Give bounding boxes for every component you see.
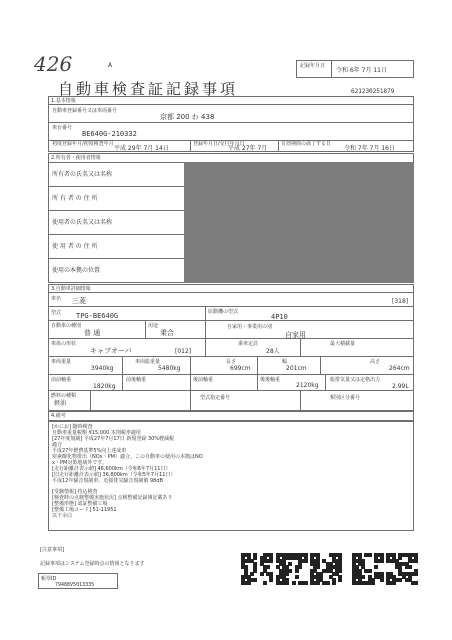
document-number: 621230251879 xyxy=(351,88,395,95)
qr-code-icon xyxy=(241,553,272,584)
remark-line: x・PM対策地域外です。 xyxy=(52,460,107,466)
fuel-label: 燃料の種類 xyxy=(51,393,77,399)
basic-info-heading: 1.基本情報 xyxy=(51,98,76,104)
remark-line: 平成12年騒音規制車、近接排気騒音規制値 98dB xyxy=(52,478,163,484)
qr-code-icon xyxy=(386,553,417,584)
document-title: 自動車検査証記録事項 xyxy=(58,80,239,98)
vin-label: 車台番号 xyxy=(52,125,73,131)
body-shape-label: 車体の形状 xyxy=(51,341,77,347)
width-label: 幅 xyxy=(282,359,288,365)
length-value: 699cm xyxy=(230,365,251,372)
type-designation-label: 型式指定番号 xyxy=(200,395,231,401)
notes-heading: [注意事項] xyxy=(40,547,64,553)
form-id-label: 帳票ID xyxy=(41,576,57,582)
private-business-label: 自家用・事業用の別 xyxy=(227,324,273,330)
model-label: 型式 xyxy=(51,310,62,316)
use-value: 乗合 xyxy=(160,329,174,337)
issue-date-label: 記録年月日 xyxy=(300,63,326,69)
engine-value: 4P10 xyxy=(271,313,288,321)
owner-address-label: 所 有 者 の 住 所 xyxy=(52,195,98,202)
owner-name-label: 所有者の氏名又は名称 xyxy=(52,171,113,178)
owner-info-heading: 2.所有者・使用者情報 xyxy=(51,155,101,161)
height-value: 264cm xyxy=(389,365,410,372)
length-label: 長さ xyxy=(226,359,237,365)
remark-line: [受験情報] 持込検査 xyxy=(52,489,98,495)
vehicle-weight-label: 車両重量 xyxy=(51,359,72,365)
kind-label: 自動車の種別 xyxy=(51,323,82,329)
maker-value: 三菱 xyxy=(72,297,86,305)
kind-value: 普 通 xyxy=(84,329,101,337)
capacity-label: 乗車定員 xyxy=(238,341,259,347)
footer-note: 記録事項はシステム登録時点の情報となります xyxy=(40,561,145,567)
user-name-label: 使用者の氏名又は名称 xyxy=(52,219,113,226)
class-number-label: 類別区分番号 xyxy=(330,395,361,401)
first-registration-date: 平成 29年 7月 14日 xyxy=(114,145,169,152)
body-shape-code: [012] xyxy=(175,348,192,355)
rear-rear-axle-value: 2120kg xyxy=(296,382,319,389)
model-value: TPG-BE640G xyxy=(76,312,119,320)
height-label: 高さ xyxy=(370,359,381,365)
registration-number-label: 自動車登録番号又は車両番号 xyxy=(52,108,118,114)
remark-line: 自動車重量税額 ¥15,000 本則税率適用 xyxy=(52,430,141,436)
maker-code: [318] xyxy=(392,298,409,305)
remark-line: [走行距離計表示値] 46,600km（令和6年7月11日） xyxy=(52,466,171,472)
expiry-date: 令和 7年 7月 16日 xyxy=(344,145,395,152)
qr-code-icon xyxy=(352,553,383,584)
remark-line: 平成27年燃費基準5%向上達成車 xyxy=(52,448,127,454)
rear-front-axle-label: 後前軸重 xyxy=(193,377,214,383)
user-address-label: 使 用 者 の 住 所 xyxy=(52,243,98,250)
first-registration-label: 初度登録年月/初度検査年月 xyxy=(52,141,114,147)
body-shape-value: キャブオーバ xyxy=(90,347,132,355)
remark-line: [かにお] 随時検査 xyxy=(52,424,93,430)
title-prefix: A xyxy=(108,62,113,69)
remark-line: [検査時の点検整備実施状況] 点検整備記録簿記載あり xyxy=(52,495,173,501)
gross-weight-value: 5480kg xyxy=(158,365,181,372)
redacted-personal-info xyxy=(184,162,414,283)
base-location-label: 使用の本拠の位置 xyxy=(52,267,101,274)
gross-weight-label: 車両総重量 xyxy=(135,359,161,365)
registration-date-label: 登録年月日/交付年月日 xyxy=(193,141,245,147)
registration-number: 京都 200 わ 438 xyxy=(160,113,215,121)
qr-code-icon xyxy=(276,553,307,584)
private-business-value: 自家用 xyxy=(285,331,306,339)
handwritten-number: 426 xyxy=(34,52,73,76)
maker-label: 車名 xyxy=(51,296,62,302)
form-id-value: 79488V5013335 xyxy=(55,582,95,588)
remark-line: [整備形態] 認証整備工場 xyxy=(52,501,108,507)
vin-value: BE640G-210332 xyxy=(82,130,137,138)
front-rear-axle-label: 前後軸重 xyxy=(126,377,147,383)
use-label: 用途 xyxy=(148,323,159,329)
vehicle-detail-heading: 3.自動車詳細情報 xyxy=(51,286,91,292)
expiry-date-label: 有効期間の満了する日 xyxy=(281,141,332,147)
vehicle-weight-value: 3940kg xyxy=(91,365,114,372)
remark-line: [27年度規制] 平成27年7月17日 新規登録 30%軽減税 xyxy=(52,436,175,442)
displacement-value: 2.99L xyxy=(392,383,409,390)
engine-label: 原動機の型式 xyxy=(208,309,239,315)
capacity-value: 28人 xyxy=(266,348,280,355)
width-value: 201cm xyxy=(286,365,307,372)
remarks-heading: 4.備考 xyxy=(51,413,66,419)
front-front-axle-label: 前前軸重 xyxy=(51,377,72,383)
front-front-axle-value: 1820kg xyxy=(93,383,116,390)
remark-line: 以下余白 xyxy=(52,513,73,519)
fuel-value: 軽油 xyxy=(54,400,67,407)
issue-date: 令和 6年 7月 11日 xyxy=(336,67,387,74)
displacement-label: 総排気量又は定格出力 xyxy=(330,377,381,383)
rear-rear-axle-label: 後後軸重 xyxy=(260,377,281,383)
max-load-label: 最大積載量 xyxy=(330,341,356,347)
remark-line: 適合 xyxy=(52,442,63,448)
qr-code-icon xyxy=(310,553,341,584)
registration-date: 平成 27年 7月 xyxy=(228,145,268,152)
remark-line: [旧走行距離計表示値] 36,800km（令和5年7月11日） xyxy=(52,472,176,478)
remark-line: 窒素酸化物排出（NOx・PM）適合。この自動車の使用の本拠はNO xyxy=(52,454,203,460)
remark-line: [整備工場コード] 51-11951 xyxy=(52,507,117,513)
